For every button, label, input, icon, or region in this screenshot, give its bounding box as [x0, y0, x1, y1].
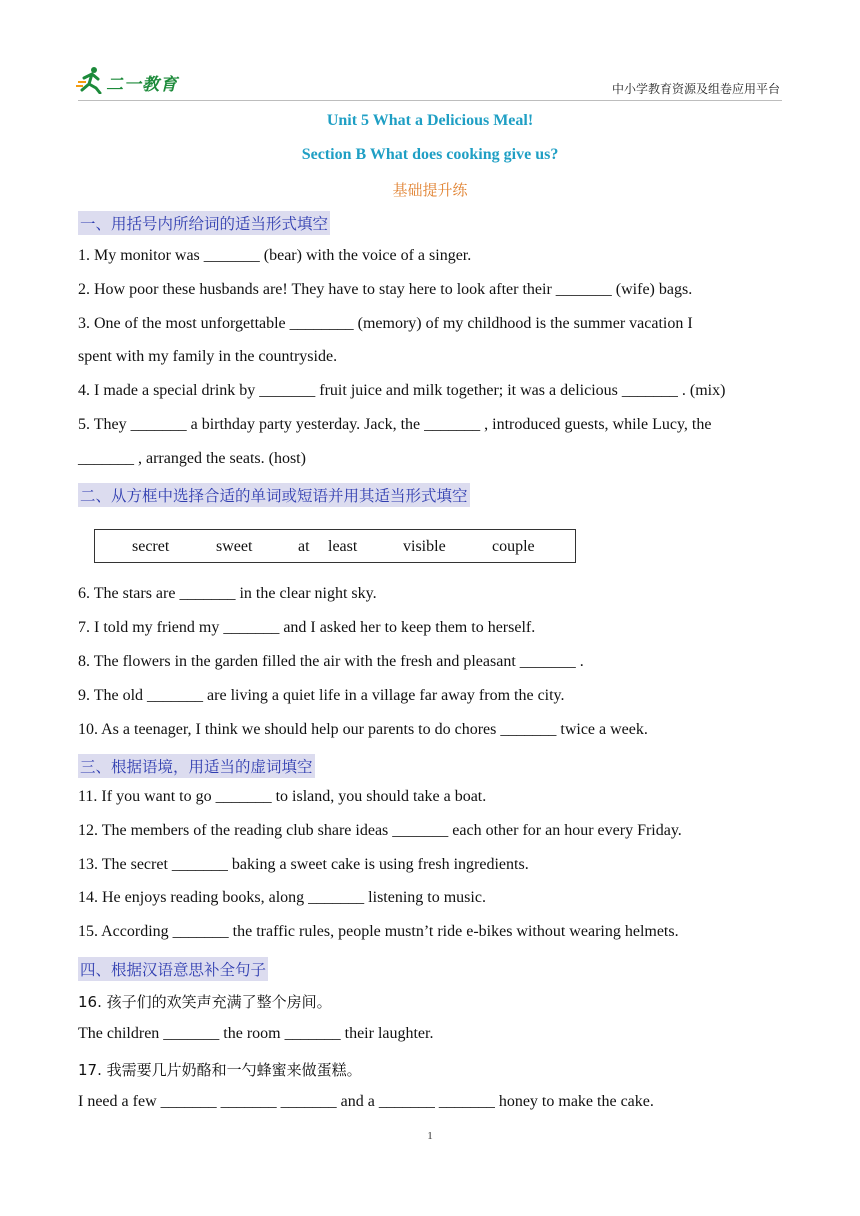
section-heading-3: 三、根据语境，用适当的虚词填空 [78, 754, 315, 778]
question-line: _______ , arranged the seats. (host) [78, 450, 306, 467]
runner-icon [76, 64, 106, 94]
question-line: 6. The stars are _______ in the clear night sky. [78, 585, 377, 602]
word-option: couple [492, 538, 535, 555]
question-line: I need a few _______ _______ _______ and a _______ _______ honey to make the cake. [78, 1093, 654, 1110]
question-line: 3. One of the most unforgettable ________ (memory) of my childhood is the summer vacation I [78, 315, 693, 332]
platform-name: 中小学教育资源及组卷应用平台 [611, 82, 780, 96]
question-line: 14. He enjoys reading books, along _______ listening to music. [78, 889, 486, 906]
question-line: 17. 我需要几片奶酪和一勺蜂蜜来做蛋糕。 [78, 1061, 362, 1079]
logo [76, 64, 186, 98]
word-option: sweet [216, 538, 253, 555]
unit-title: Unit 5 What a Delicious Meal! [326, 112, 534, 129]
question-line: 7. I told my friend my _______ and I asked her to keep them to herself. [78, 619, 536, 636]
section-heading-2: 二、从方框中选择合适的单词或短语并用其适当形式填空 [78, 483, 470, 507]
page-number: 1 [427, 1130, 433, 1142]
question-line: 4. I made a special drink by _______ fruit juice and milk together; it was a delicious _______ . (mix) [78, 382, 726, 399]
question-line: 2. How poor these husbands are! They have to stay here to look after their _______ (wife) bags. [78, 281, 693, 298]
question-line: 1. My monitor was _______ (bear) with the voice of a singer. [78, 247, 472, 264]
question-line: 8. The flowers in the garden filled the air with the fresh and pleasant _______ . [78, 653, 584, 670]
question-line: spent with my family in the countryside. [78, 348, 338, 365]
question-line: 13. The secret _______ baking a sweet cake is using fresh ingredients. [78, 856, 529, 873]
question-line: 10. As a teenager, I think we should help our parents to do chores _______ twice a week. [78, 721, 648, 738]
word-option: at [298, 538, 310, 555]
question-line: 15. According _______ the traffic rules, people mustn’t ride e-bikes without wearing helmets. [78, 923, 679, 940]
question-line: 12. The members of the reading club share ideas _______ each other for an hour every Friday. [78, 822, 682, 839]
word-box [94, 529, 576, 563]
word-option: secret [132, 538, 170, 555]
question-line: The children _______ the room _______ their laughter. [78, 1025, 434, 1042]
word-option: least [328, 538, 358, 555]
question-line: 16. 孩子们的欢笑声充满了整个房间。 [78, 993, 332, 1011]
level-title: 基础提升练 [392, 181, 468, 199]
section-heading-4: 四、根据汉语意思补全句子 [78, 957, 268, 981]
section-title: Section B What does cooking give us? [301, 146, 559, 163]
logo-text: 二一教育 [106, 75, 178, 95]
question-line: 11. If you want to go _______ to island, you should take a boat. [78, 788, 487, 805]
word-option: visible [403, 538, 446, 555]
section-heading-1: 一、用括号内所给词的适当形式填空 [78, 211, 330, 235]
question-line: 9. The old _______ are living a quiet life in a village far away from the city. [78, 687, 565, 704]
question-line: 5. They _______ a birthday party yesterday. Jack, the _______ , introduced guests, while Lucy, the [78, 416, 712, 433]
header-divider [78, 100, 782, 101]
